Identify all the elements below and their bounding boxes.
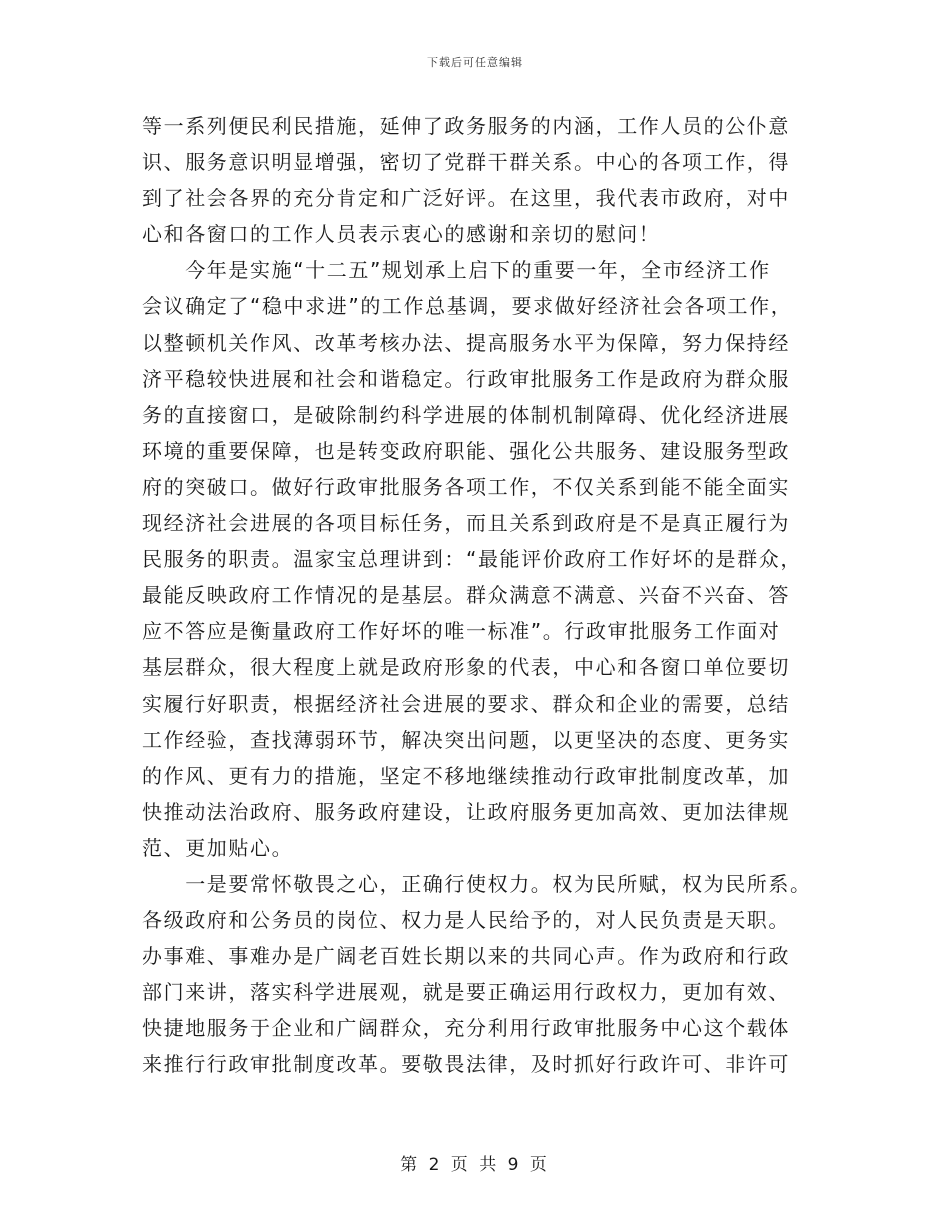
text-line: 一是要常怀敬畏之心，正确行使权力。权为民所赋，权为民所系。 [142,871,812,896]
text-line: 环境的重要保障，也是转变政府职能、强化公共服务、建设服务型政 [142,438,790,463]
text-line: 府的突破口。做好行政审批服务各项工作，不仅关系到能不能全面实 [142,474,790,499]
text-line: 会议确定了“稳中求进”的工作总基调，要求做好经济社会各项工作， [142,294,793,319]
text-line: 最能反映政府工作情况的是基层。群众满意不满意、兴奋不兴奋、答 [142,583,790,608]
text-line: 部门来讲，落实科学进展观，就是要正确运用行政权力，更加有效、 [142,980,790,1005]
text-line: 济平稳较快进展和社会和谐稳定。行政审批服务工作是政府为群众服 [142,366,790,391]
text-line: 心和各窗口的工作人员表示衷心的感谢和亲切的慰问！ [142,222,661,247]
text-line: 各级政府和公务员的岗位、权力是人民给予的，对人民负责是天职。 [142,908,790,933]
text-line: 民服务的职责。温家宝总理讲到：“最能评价政府工作好坏的是群众， [142,547,802,572]
text-line: 等一系列便民利民措施，延伸了政务服务的内涵，工作人员的公仆意 [142,114,790,138]
text-line: 今年是实施“十二五”规划承上启下的重要一年，全市经济工作 [142,258,771,283]
page-number-footer: 第 2 页 共 9 页 [400,1155,550,1175]
text-line: 快推动法治政府、服务政府建设，让政府服务更加高效、更加法律规 [142,799,790,824]
text-line: 范、更加贴心。 [142,835,294,860]
text-line: 识、服务意识明显增强，密切了党群干群关系。中心的各项工作，得 [142,150,790,175]
text-line: 基层群众，很大程度上就是政府形象的代表，中心和各窗口单位要切 [142,655,790,680]
text-line: 应不答应是衡量政府工作好坏的唯一标准”。行政审批服务工作面对 [142,619,781,644]
text-line: 务的直接窗口，是破除制约科学进展的体制机制障碍、优化经济进展 [142,402,790,427]
text-line: 的作风、更有力的措施，坚定不移地继续推动行政审批制度改革，加 [142,763,790,788]
page-header: 下载后可任意编辑 [427,56,523,69]
text-line: 快捷地服务于企业和广阔群众，充分利用行政审批服务中心这个载体 [142,1016,790,1041]
text-line: 以整顿机关作风、改革考核办法、提高服务水平为保障，努力保持经 [142,330,790,355]
text-line: 实履行好职责，根据经济社会进展的要求、群众和企业的需要，总结 [142,691,790,716]
text-line: 工作经验，查找薄弱环节，解决突出问题，以更坚决的态度、更务实 [142,727,790,752]
text-line: 到了社会各界的充分肯定和广泛好评。在这里，我代表市政府，对中 [142,186,790,211]
text-line: 现经济社会进展的各项目标任务，而且关系到政府是不是真正履行为 [142,511,790,536]
text-line: 来推行行政审批制度改革。要敬畏法律，及时抓好行政许可、非许可 [142,1052,790,1077]
document-body [142,108,812,1083]
text-line: 办事难、事难办是广阔老百姓长期以来的共同心声。作为政府和行政 [142,944,790,969]
